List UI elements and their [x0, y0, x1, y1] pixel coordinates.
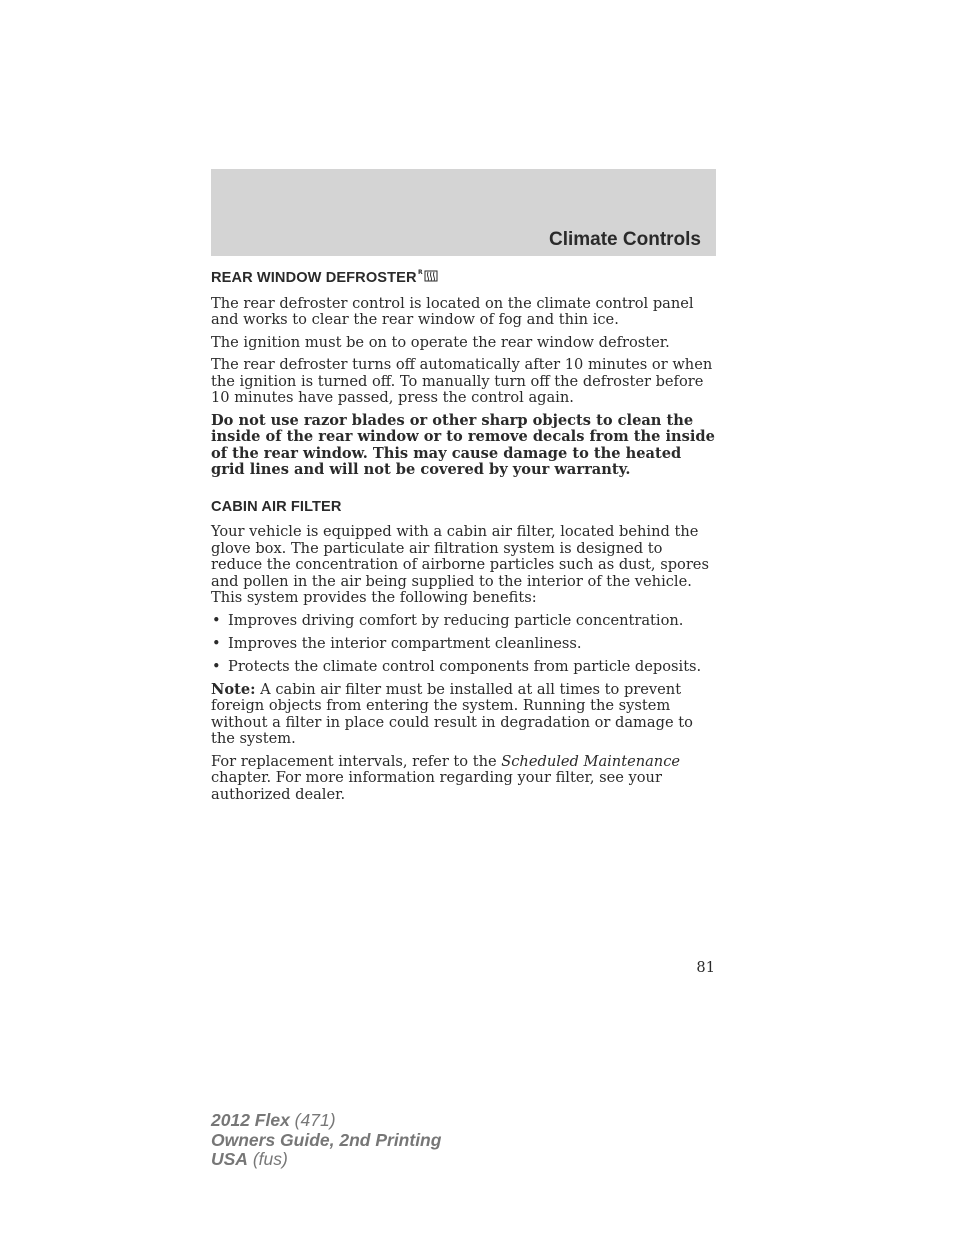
page-number: 81: [696, 959, 715, 976]
footer-line-1: [211, 1111, 441, 1131]
footer-guide: Owners Guide, 2nd Printing: [211, 1129, 442, 1150]
footer-line-2: [211, 1131, 441, 1151]
list-item-text: Improves the interior compartment cleanliness.: [228, 634, 582, 652]
note-label: Note:: [211, 680, 256, 698]
note-text: A cabin air filter must be installed at all times to prevent foreign objects from entering the system. Running the system without a filter in place could result in degradation or damage to the system.: [211, 680, 693, 747]
page-content: [211, 268, 716, 809]
rear-defrost-icon: [418, 268, 440, 282]
footer: [211, 1111, 441, 1170]
footer-market-code: (fus): [247, 1149, 288, 1169]
list-item-text: Protects the climate control components from particle deposits.: [228, 657, 702, 675]
list-item-text: Improves driving comfort by reducing particle concentration.: [228, 611, 684, 629]
replacement-paragraph: [211, 754, 716, 804]
section-heading-rear-defroster-text: REAR WINDOW DEFROSTER: [211, 270, 417, 286]
defroster-paragraph-2: The ignition must be on to operate the rear window defroster.: [211, 333, 670, 351]
section-heading-rear-defroster: [211, 268, 716, 287]
replacement-text-after: chapter. For more information regarding your filter, see your authorized dealer.: [211, 769, 662, 803]
footer-model: 2012 Flex: [211, 1110, 290, 1130]
list-item: • Protects the climate control components from particle deposits.: [212, 657, 702, 675]
chapter-header-band: [211, 169, 716, 256]
defroster-warning: Do not use razor blades or other sharp objects to clean the inside of the rear window or to remove decals from the inside of the rear window. This may cause damage to the heated grid lines and will not be covered by your warranty.: [211, 411, 715, 478]
footer-market: USA: [211, 1149, 248, 1169]
section-heading-cabin-filter: CABIN AIR FILTER: [211, 498, 342, 515]
cabin-filter-intro: Your vehicle is equipped with a cabin air filter, located behind the glove box. The particulate air filtration system is designed to reduce the concentration of airborne particles such as dust, spores and pollen in the air being supplied to the interior of the vehicle. This system provides the following benefits:: [211, 523, 709, 606]
chapter-title: Climate Controls: [548, 229, 701, 250]
rear-defrost-icon-letter: R: [417, 269, 423, 276]
defroster-paragraph-3: The rear defroster turns off automatically after 10 minutes or when the ignition is turned off. To manually turn off the defroster before 10 minutes have passed, press the control again.: [211, 356, 713, 406]
list-item: • Improves the interior compartment cleanliness.: [212, 634, 582, 652]
chapter-reference: Scheduled Maintenance: [501, 752, 681, 770]
list-item: • Improves driving comfort by reducing particle concentration.: [212, 611, 684, 629]
defroster-paragraph-1: The rear defroster control is located on the climate control panel and works to clear the rear window of fog and thin ice.: [211, 294, 694, 328]
note-paragraph: [211, 682, 716, 748]
footer-line-3: [211, 1150, 441, 1170]
replacement-text-before: For replacement intervals, refer to the: [211, 752, 502, 770]
benefits-list: [211, 613, 716, 676]
footer-model-code: (471): [289, 1110, 336, 1130]
